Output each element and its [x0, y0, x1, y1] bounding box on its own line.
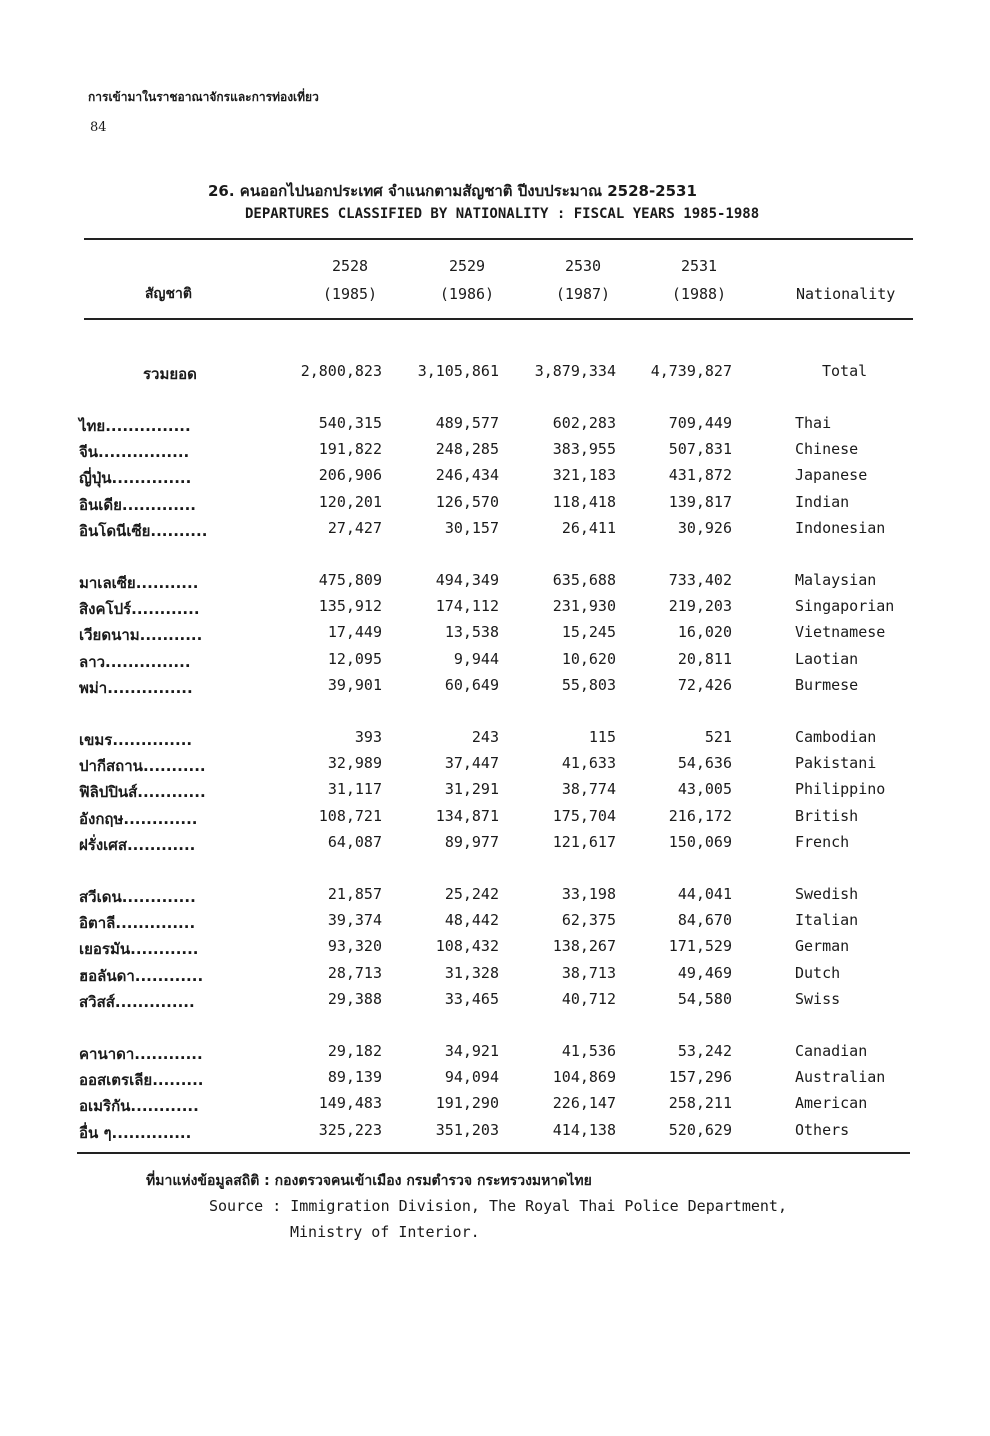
table-row: [0, 493, 990, 517]
table-row: [0, 597, 990, 621]
table-row: [0, 728, 990, 752]
row-value-1988: 157,296: [668, 1068, 732, 1086]
row-value-1988: 733,402: [668, 571, 732, 589]
total-value-1988: 4,739,827: [650, 362, 732, 380]
row-label-english: Vietnamese: [795, 623, 886, 641]
row-value-1987: 26,411: [561, 519, 616, 537]
row-value-1987: 38,774: [561, 780, 616, 798]
row-value-1988: 139,817: [668, 493, 732, 511]
row-value-1988: 258,211: [668, 1094, 732, 1112]
row-label-english: British: [795, 807, 859, 825]
row-value-1986: 174,112: [435, 597, 499, 615]
table-row: [0, 466, 990, 490]
table-row: [0, 676, 990, 700]
row-value-1986: 31,328: [444, 964, 499, 982]
row-value-1987: 635,688: [552, 571, 616, 589]
row-label-thai: ฝรั่งเศส............: [79, 836, 196, 854]
source-note-english-line2: Ministry of Interior.: [290, 1223, 480, 1241]
header-nationality-thai: สัญชาติ: [145, 286, 192, 302]
row-label-thai: เยอรมัน............: [79, 940, 199, 958]
row-value-1986: 89,977: [444, 833, 499, 851]
row-label-english: Japanese: [795, 466, 868, 484]
header-year-be-4: 2531: [680, 257, 718, 275]
row-label-thai: ฟิลิปปินส์............: [79, 783, 206, 801]
row-label-english: Burmese: [795, 676, 859, 694]
row-label-thai: มาเลเซีย...........: [79, 574, 199, 592]
row-value-1985: 475,809: [318, 571, 382, 589]
row-value-1987: 115: [588, 728, 616, 746]
header-year-be-1: 2528: [331, 257, 369, 275]
row-label-thai: อินโดนีเซีย..........: [79, 522, 208, 540]
row-label-english: Others: [795, 1121, 850, 1139]
row-value-1985: 540,315: [318, 414, 382, 432]
page-number: 84: [90, 120, 107, 135]
row-value-1987: 321,183: [552, 466, 616, 484]
row-value-1985: 64,087: [327, 833, 382, 851]
row-value-1985: 39,901: [327, 676, 382, 694]
row-value-1987: 41,536: [561, 1042, 616, 1060]
row-label-thai: ญี่ปุ่น..............: [79, 469, 192, 487]
row-value-1986: 246,434: [435, 466, 499, 484]
table-row: [0, 440, 990, 464]
row-value-1985: 135,912: [318, 597, 382, 615]
row-value-1988: 150,069: [668, 833, 732, 851]
row-label-english: American: [795, 1094, 868, 1112]
row-value-1987: 10,620: [561, 650, 616, 668]
row-label-thai: สวิสส์..............: [79, 993, 195, 1011]
table-row: [0, 964, 990, 988]
row-label-english: Swedish: [795, 885, 859, 903]
row-label-thai: อเมริกัน............: [79, 1097, 199, 1115]
row-label-english: Canadian: [795, 1042, 868, 1060]
row-value-1985: 21,857: [327, 885, 382, 903]
row-label-english: Chinese: [795, 440, 859, 458]
row-value-1985: 120,201: [318, 493, 382, 511]
table-row: [0, 1042, 990, 1066]
row-value-1987: 40,712: [561, 990, 616, 1008]
row-value-1985: 393: [354, 728, 382, 746]
row-label-thai: อิตาลี..............: [79, 914, 196, 932]
row-value-1988: 171,529: [668, 937, 732, 955]
table-row: [0, 571, 990, 595]
row-label-english: French: [795, 833, 850, 851]
row-label-english: Philippino: [795, 780, 886, 798]
row-value-1988: 72,426: [677, 676, 732, 694]
row-label-thai: ปากีสถาน...........: [79, 757, 206, 775]
row-label-thai: จีน................: [79, 443, 190, 461]
row-label-english: Indian: [795, 493, 850, 511]
table-row: [0, 1094, 990, 1118]
row-label-english: Italian: [795, 911, 859, 929]
table-row: [0, 650, 990, 674]
row-value-1987: 38,713: [561, 964, 616, 982]
header-year-ce-4: (1988): [671, 285, 727, 303]
row-label-thai: คานาดา............: [79, 1045, 203, 1063]
row-value-1987: 602,283: [552, 414, 616, 432]
row-value-1985: 29,182: [327, 1042, 382, 1060]
row-label-thai: ลาว...............: [79, 653, 191, 671]
row-value-1985: 108,721: [318, 807, 382, 825]
row-value-1987: 226,147: [552, 1094, 616, 1112]
row-label-thai: ฮอลันดา............: [79, 967, 204, 985]
table-row: [0, 807, 990, 831]
row-value-1987: 15,245: [561, 623, 616, 641]
top-rule: [84, 238, 913, 240]
row-value-1985: 28,713: [327, 964, 382, 982]
source-note-thai: ที่มาแห่งข้อมูลสถิติ : กองตรวจคนเข้าเมือง กรมตำรวจ กระทรวงมหาดไทย: [146, 1173, 592, 1189]
total-row: [0, 362, 990, 386]
row-value-1985: 325,223: [318, 1121, 382, 1139]
row-value-1987: 118,418: [552, 493, 616, 511]
row-label-english: Australian: [795, 1068, 886, 1086]
row-value-1985: 191,822: [318, 440, 382, 458]
row-value-1987: 121,617: [552, 833, 616, 851]
header-rule: [84, 318, 913, 320]
row-value-1987: 138,267: [552, 937, 616, 955]
total-value-1985: 2,800,823: [300, 362, 382, 380]
row-value-1986: 13,538: [444, 623, 499, 641]
row-value-1987: 414,138: [552, 1121, 616, 1139]
row-value-1987: 62,375: [561, 911, 616, 929]
row-value-1986: 489,577: [435, 414, 499, 432]
header-year-ce-3: (1987): [555, 285, 611, 303]
table-row: [0, 990, 990, 1014]
row-value-1987: 175,704: [552, 807, 616, 825]
row-label-english: Cambodian: [795, 728, 877, 746]
row-label-thai: พม่า...............: [79, 679, 193, 697]
row-value-1986: 248,285: [435, 440, 499, 458]
row-value-1986: 134,871: [435, 807, 499, 825]
table-row: [0, 623, 990, 647]
header-year-ce-1: (1985): [322, 285, 378, 303]
row-label-english: Thai: [795, 414, 832, 432]
row-value-1988: 521: [704, 728, 732, 746]
row-value-1988: 53,242: [677, 1042, 732, 1060]
row-label-thai: เวียดนาม...........: [79, 626, 203, 644]
row-value-1986: 108,432: [435, 937, 499, 955]
header-nationality-english: Nationality: [796, 285, 896, 303]
row-value-1985: 29,388: [327, 990, 382, 1008]
table-row: [0, 780, 990, 804]
row-label-thai: ออสเตรเลีย.........: [79, 1071, 204, 1089]
row-value-1985: 89,139: [327, 1068, 382, 1086]
row-value-1987: 55,803: [561, 676, 616, 694]
row-value-1986: 191,290: [435, 1094, 499, 1112]
row-value-1988: 54,636: [677, 754, 732, 772]
row-label-english: Pakistani: [795, 754, 877, 772]
row-value-1987: 231,930: [552, 597, 616, 615]
row-value-1986: 31,291: [444, 780, 499, 798]
row-label-thai: อินเดีย.............: [79, 496, 196, 514]
row-value-1988: 216,172: [668, 807, 732, 825]
row-value-1988: 507,831: [668, 440, 732, 458]
row-value-1985: 12,095: [327, 650, 382, 668]
row-value-1988: 709,449: [668, 414, 732, 432]
table-row: [0, 519, 990, 543]
row-value-1986: 494,349: [435, 571, 499, 589]
row-value-1988: 16,020: [677, 623, 732, 641]
row-value-1985: 31,117: [327, 780, 382, 798]
row-value-1988: 520,629: [668, 1121, 732, 1139]
row-value-1988: 43,005: [677, 780, 732, 798]
row-value-1988: 49,469: [677, 964, 732, 982]
row-label-thai: สวีเดน.............: [79, 888, 196, 906]
row-value-1988: 44,041: [677, 885, 732, 903]
row-value-1985: 93,320: [327, 937, 382, 955]
table-row: [0, 937, 990, 961]
row-label-thai: อื่น ๆ..............: [79, 1124, 192, 1142]
row-value-1985: 206,906: [318, 466, 382, 484]
row-value-1986: 60,649: [444, 676, 499, 694]
row-label-english: Laotian: [795, 650, 859, 668]
row-label-thai: เขมร..............: [79, 731, 193, 749]
row-value-1985: 39,374: [327, 911, 382, 929]
row-label-thai: สิงคโปร์............: [79, 600, 200, 618]
row-value-1987: 104,869: [552, 1068, 616, 1086]
total-value-1987: 3,879,334: [534, 362, 616, 380]
table-row: [0, 833, 990, 857]
table-row: [0, 1121, 990, 1145]
row-label-english: German: [795, 937, 850, 955]
total-value-1986: 3,105,861: [417, 362, 499, 380]
row-value-1987: 41,633: [561, 754, 616, 772]
row-value-1986: 94,094: [444, 1068, 499, 1086]
row-value-1988: 20,811: [677, 650, 732, 668]
row-value-1988: 54,580: [677, 990, 732, 1008]
row-value-1985: 27,427: [327, 519, 382, 537]
row-value-1986: 9,944: [453, 650, 499, 668]
table-row: [0, 885, 990, 909]
header-year-be-3: 2530: [564, 257, 602, 275]
row-value-1986: 33,465: [444, 990, 499, 1008]
row-label-thai: อังกฤษ.............: [79, 810, 198, 828]
row-value-1985: 149,483: [318, 1094, 382, 1112]
header-year-ce-2: (1986): [439, 285, 495, 303]
row-value-1985: 17,449: [327, 623, 382, 641]
row-value-1986: 30,157: [444, 519, 499, 537]
source-note-english-line1: Source : Immigration Division, The Royal Thai Police Department,: [209, 1197, 787, 1215]
row-label-thai: ไทย...............: [79, 417, 191, 435]
row-value-1987: 383,955: [552, 440, 616, 458]
table-title-english: DEPARTURES CLASSIFIED BY NATIONALITY : FISCAL YEARS 1985-1988: [245, 206, 760, 222]
row-label-english: Malaysian: [795, 571, 877, 589]
table-title-thai: 26. คนออกไปนอกประเทศ จำแนกตามสัญชาติ ปีงบประมาณ 2528-2531: [208, 182, 697, 200]
row-label-english: Indonesian: [795, 519, 886, 537]
row-value-1986: 37,447: [444, 754, 499, 772]
running-head: การเข้ามาในราชอาณาจักรและการท่องเที่ยว: [88, 90, 319, 104]
row-value-1986: 243: [471, 728, 499, 746]
row-label-english: Dutch: [795, 964, 841, 982]
table-row: [0, 911, 990, 935]
table-row: [0, 754, 990, 778]
table-row: [0, 1068, 990, 1092]
row-value-1988: 431,872: [668, 466, 732, 484]
row-value-1985: 32,989: [327, 754, 382, 772]
row-label-english: Swiss: [795, 990, 841, 1008]
row-value-1986: 126,570: [435, 493, 499, 511]
row-value-1988: 219,203: [668, 597, 732, 615]
row-value-1988: 30,926: [677, 519, 732, 537]
row-value-1987: 33,198: [561, 885, 616, 903]
header-year-be-2: 2529: [448, 257, 486, 275]
row-value-1986: 351,203: [435, 1121, 499, 1139]
row-value-1988: 84,670: [677, 911, 732, 929]
row-value-1986: 48,442: [444, 911, 499, 929]
total-label-english: Total: [822, 362, 868, 380]
table-row: [0, 414, 990, 438]
row-label-english: Singaporian: [795, 597, 895, 615]
bottom-rule: [77, 1152, 910, 1154]
total-label-thai: รวมยอด: [143, 365, 197, 383]
row-value-1986: 25,242: [444, 885, 499, 903]
row-value-1986: 34,921: [444, 1042, 499, 1060]
